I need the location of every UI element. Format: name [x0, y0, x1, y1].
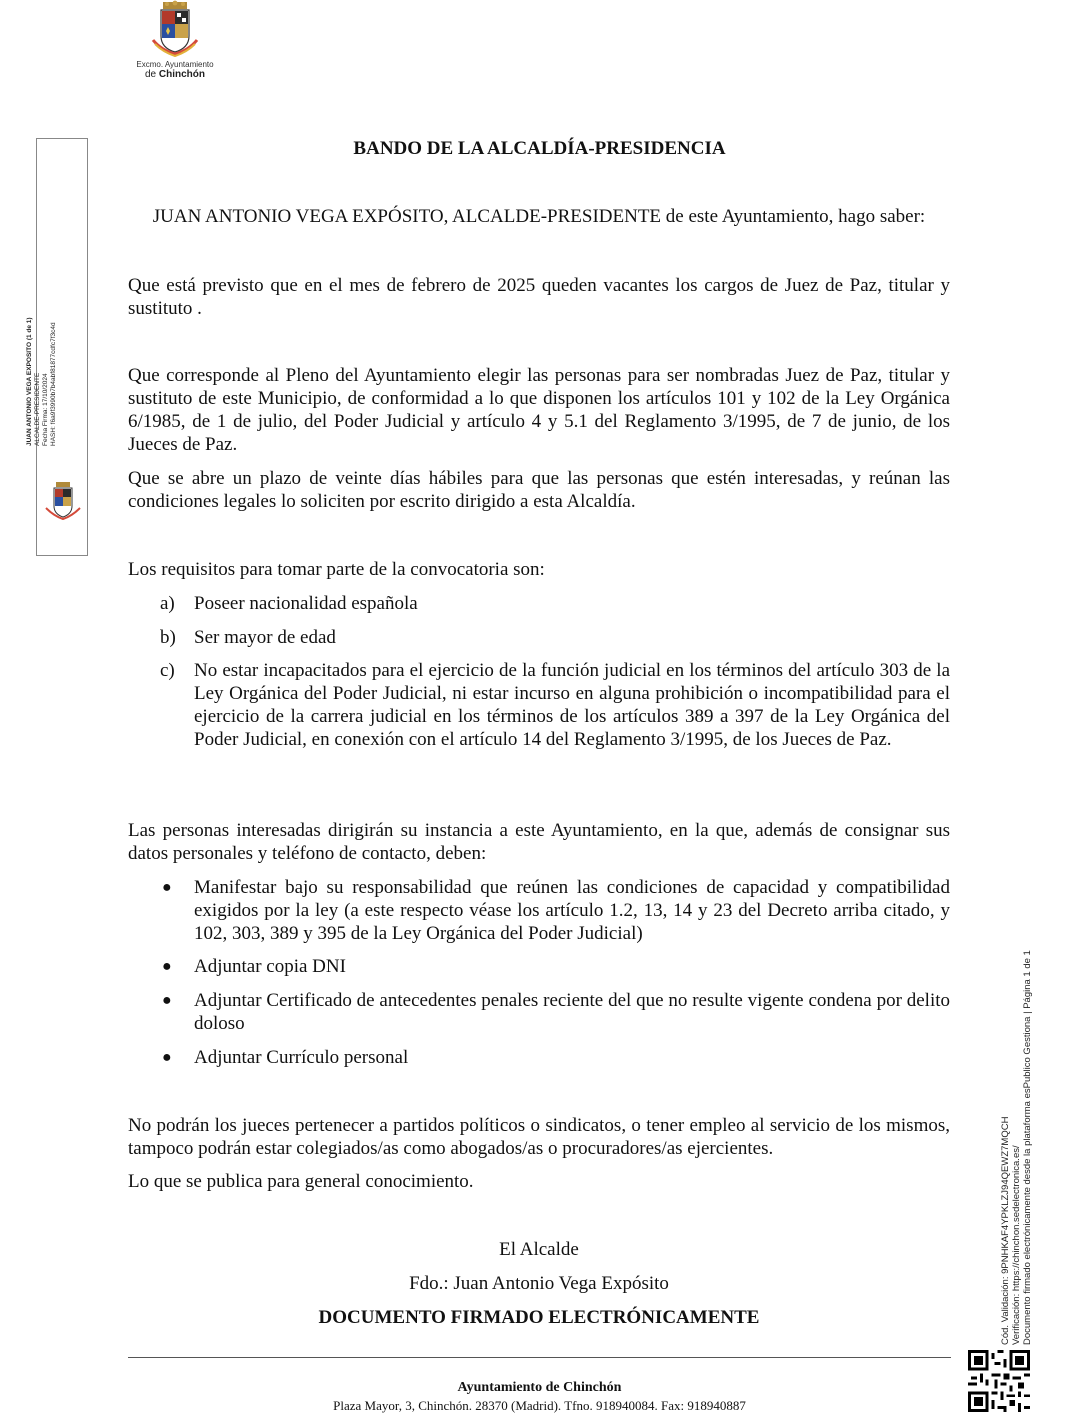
logo-prefix: de	[144, 69, 157, 80]
application-item	[128, 1046, 950, 1069]
municipal-logo	[130, 0, 220, 90]
requirements-intro: Los requisitos para tomar parte de la convocatoria son:	[128, 559, 545, 580]
application-item	[128, 989, 950, 1035]
application-text: Adjuntar Currículo personal	[194, 1047, 409, 1068]
signoff-name: Fdo.: Juan Antonio Vega Expósito	[409, 1273, 669, 1294]
paragraph-legal-basis: Que corresponde al Pleno del Ayuntamiento elegir las personas para ser nombradas Juez de Paz, titular y sustituto de este Municipio, de conformidad a lo que disponen los artículos 101 y 102 de la Ley Orgánica 6/1985, de 1 de julio, del Poder Judicial y artículo 4 y 5.1 del Reglamento 3/1995, de 7 de junio, de los Jueces de Paz.	[128, 365, 950, 455]
logo-line-2	[130, 69, 220, 80]
signoff-role: El Alcalde	[499, 1239, 579, 1260]
qr-code-icon	[968, 1350, 1030, 1412]
signer-name: JUAN ANTONIO VEGA EXPOSITO (1 de 1)	[26, 317, 33, 446]
bullet-icon: ●	[162, 879, 172, 896]
coat-of-arms-icon	[147, 0, 203, 58]
list-marker: c)	[160, 660, 175, 681]
intro-paragraph: JUAN ANTONIO VEGA EXPÓSITO, ALCALDE-PRESIDENTE de este Ayuntamiento, hago saber:	[152, 206, 926, 227]
validation-code: Cód. Validación: 9PNHKAF4YPKLZJ94QEWZ7MQCH	[1000, 1116, 1011, 1345]
requirement-text: Poseer nacionalidad española	[194, 593, 418, 614]
requirement-item	[128, 626, 950, 649]
paragraph-incompatibilities: No podrán los jueces pertenecer a partidos políticos o sindicatos, o tener empleo al servicio de los mismos, tampoco podrán estar colegiados/as como abogados/as o procuradores/as ejercientes.	[128, 1115, 950, 1159]
footer-address: Plaza Mayor, 3, Chinchón. 28370 (Madrid). Tfno. 918940084. Fax: 918940887	[333, 1398, 746, 1413]
application-text: Manifestar bajo su responsabilidad que reúnen las condiciones de capacidad y compatibilidad exigidos por la ley (a este respecto véase los artículo 1.2, 13, 14 y 23 del Decreto arriba citado, y 102, 303, 389 y 395 de la Ley Orgánica del Poder Judicial)	[194, 877, 950, 944]
requirement-item	[128, 659, 950, 751]
application-item	[128, 955, 950, 978]
footer-organization: Ayuntamiento de Chinchón	[457, 1380, 622, 1395]
paragraph-application-period: Que se abre un plazo de veinte días hábiles para que las personas que estén interesadas, y reúnan las condiciones legales lo soliciten por escrito dirigido a esta Alcaldía.	[128, 468, 950, 512]
bullet-icon: ●	[162, 992, 172, 1009]
requirement-text: No estar incapacitados para el ejercicio de la función judicial en los términos del artículo 303 de la Ley Orgánica del Poder Judicial, ni estar incurso en alguna prohibición o incompatibilidad para el ejercicio de la carrera judicial en los términos de los artículos 389 a 397 de la Ley Orgánica del Poder Judicial, en conexión con el artículo 14 del Reglamento 3/1995, de los Jueces de Paz.	[194, 660, 950, 750]
signature-date: Fecha Firma: 17/10/2024	[42, 373, 49, 446]
signature-seal-icon	[42, 480, 84, 520]
list-marker: a)	[160, 593, 175, 614]
platform-note: Documento firmado electrónicamente desde la plataforma esPublico Gestiona | Página 1 de 1	[1022, 950, 1033, 1345]
signature-details	[26, 266, 58, 446]
logo-town-name: Chinchón	[158, 69, 205, 80]
verification-url[interactable]: Verificación: https://chinchon.sedelectronica.es/	[1011, 1145, 1022, 1345]
application-text: Adjuntar Certificado de antecedentes penales reciente del que no resulte vigente condena por delito doloso	[194, 990, 950, 1034]
application-item	[128, 876, 950, 945]
signoff-note: DOCUMENTO FIRMADO ELECTRÓNICAMENTE	[318, 1307, 760, 1328]
signature-hash: HASH: f6a9f3990b7b4abf81877cdfc7f3c4d	[50, 322, 57, 446]
footer-divider	[128, 1357, 951, 1358]
signer-role: ALCALDE-PRESIDENTE	[34, 372, 41, 446]
list-marker: b)	[160, 627, 176, 648]
application-text: Adjuntar copia DNI	[194, 956, 346, 977]
bullet-icon: ●	[162, 1049, 172, 1066]
verification-strip	[1000, 885, 1033, 1345]
logo-line-1: Excmo. Ayuntamiento	[136, 60, 214, 69]
paragraph-vacancies: Que está previsto que en el mes de febrero de 2025 queden vacantes los cargos de Juez de Paz, titular y sustituto .	[128, 275, 950, 319]
requirement-item	[128, 592, 950, 615]
requirement-text: Ser mayor de edad	[194, 627, 336, 648]
bullet-icon: ●	[162, 958, 172, 975]
document-title: BANDO DE LA ALCALDÍA-PRESIDENCIA	[353, 138, 726, 159]
paragraph-publication: Lo que se publica para general conocimiento.	[128, 1171, 474, 1192]
application-intro: Las personas interesadas dirigirán su instancia a este Ayuntamiento, en la que, además de consignar sus datos personales y teléfono de contacto, deben:	[128, 820, 950, 864]
